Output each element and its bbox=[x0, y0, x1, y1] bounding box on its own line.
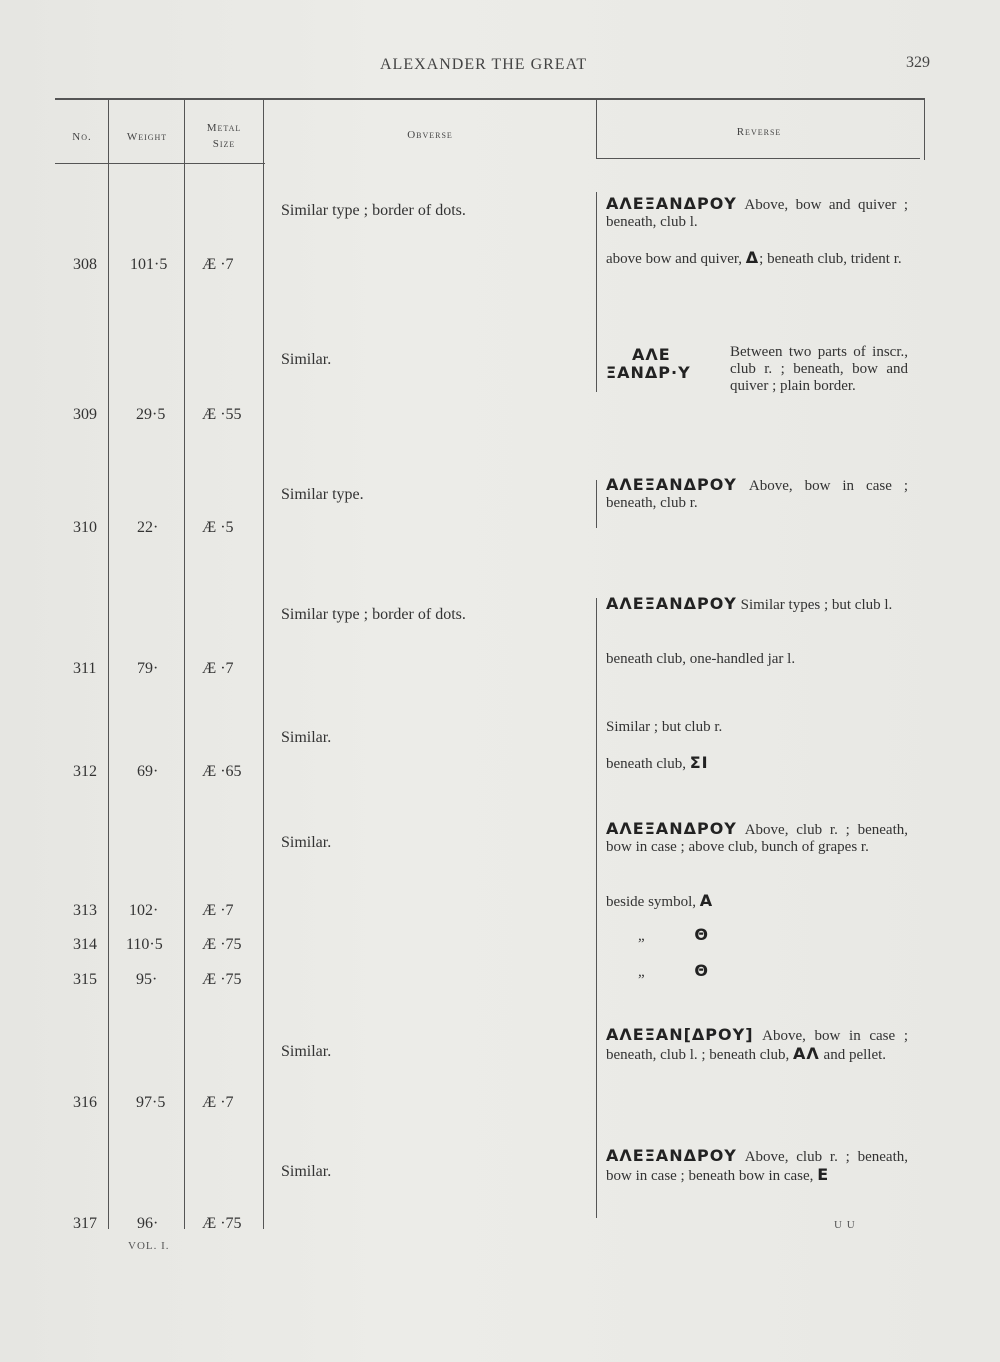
volume-signature: VOL. I. bbox=[128, 1240, 170, 1252]
reverse-description: Similar types ; but club l. bbox=[740, 597, 893, 613]
reverse-text bbox=[606, 962, 908, 981]
weight: 95· bbox=[136, 971, 158, 988]
catalogue-number: 316 bbox=[73, 1094, 97, 1111]
gathering-signature: U U bbox=[834, 1219, 856, 1231]
metal-size: Æ ·75 bbox=[202, 1215, 242, 1232]
reverse-description: Between two parts of insсr., club r. ; beneath, bow and quiver ; plain border. bbox=[730, 344, 908, 394]
metal-size: Æ ·5 bbox=[202, 519, 234, 536]
reverse-text bbox=[606, 892, 908, 911]
obverse-text: Similar type. bbox=[281, 486, 364, 503]
reverse-description: above bow and quiver, bbox=[606, 251, 743, 267]
ditto-mark: „ bbox=[638, 928, 645, 944]
reverse-description: beneath club, bbox=[606, 756, 686, 772]
reverse-text bbox=[606, 719, 908, 736]
column-divider bbox=[596, 192, 597, 392]
reverse-text bbox=[606, 195, 908, 231]
reverse-monogram: ΣΙ bbox=[689, 753, 709, 772]
running-head: ALEXANDER THE GREAT bbox=[380, 56, 588, 73]
weight: 29·5 bbox=[136, 406, 166, 423]
metal-size: Æ ·7 bbox=[202, 902, 234, 919]
catalogue-number: 313 bbox=[73, 902, 97, 919]
catalogue-number: 312 bbox=[73, 763, 97, 780]
col-header-size: Size bbox=[212, 138, 236, 150]
weight: 102· bbox=[129, 902, 159, 919]
reverse-monogram: ΑΛ bbox=[793, 1044, 820, 1063]
reverse-legend: ΑΛΕΞΑΝΔΡΟΥ bbox=[606, 819, 737, 838]
reverse-text bbox=[606, 476, 908, 512]
col-header-metal: Metal bbox=[206, 122, 242, 134]
col-header-weight: Weight bbox=[126, 131, 168, 143]
weight: 22· bbox=[137, 519, 159, 536]
obverse-text: Similar. bbox=[281, 834, 332, 851]
reverse-legend-line2: ΞΑΝΔΡ·Υ bbox=[606, 363, 691, 382]
column-divider bbox=[596, 598, 597, 1218]
reverse-monogram: Θ bbox=[694, 961, 710, 980]
header-bottom-rule bbox=[55, 163, 265, 164]
obverse-text: Similar. bbox=[281, 1163, 332, 1180]
weight: 96· bbox=[137, 1215, 159, 1232]
column-divider bbox=[108, 99, 109, 1229]
weight: 69· bbox=[137, 763, 159, 780]
reverse-text bbox=[606, 651, 908, 668]
reverse-legend: ΑΛΕΞΑΝΔΡΟΥ bbox=[606, 1146, 737, 1165]
column-divider bbox=[596, 99, 597, 159]
column-divider bbox=[596, 480, 597, 528]
catalogue-number: 309 bbox=[73, 406, 97, 423]
catalogue-number: 315 bbox=[73, 971, 97, 988]
metal-size: Æ ·75 bbox=[202, 971, 242, 988]
reverse-monogram: Α bbox=[699, 891, 714, 910]
page-number: 329 bbox=[906, 54, 930, 71]
obverse-text: Similar. bbox=[281, 351, 332, 368]
col-header-no: No. bbox=[72, 131, 92, 143]
reverse-description: beneath club, one-handled jar l. bbox=[606, 651, 796, 667]
reverse-monogram: Ε bbox=[817, 1165, 830, 1184]
obverse-text: Similar. bbox=[281, 729, 332, 746]
metal-size: Æ ·55 bbox=[202, 406, 242, 423]
reverse-monogram: Δ bbox=[745, 248, 760, 267]
reverse-description: Similar ; but club r. bbox=[606, 719, 723, 735]
metal-size: Æ ·65 bbox=[202, 763, 242, 780]
reverse-description-cont: and pellet. bbox=[823, 1047, 887, 1063]
obverse-text: Similar type ; border of dots. bbox=[281, 606, 466, 623]
column-divider bbox=[184, 99, 185, 1229]
table-top-rule bbox=[55, 98, 925, 100]
reverse-description: Above, bow in case ; beneath, club r. bbox=[606, 478, 909, 511]
col-header-reverse: Reverse bbox=[736, 126, 782, 138]
reverse-description: Above, bow in case ; beneath, club l. ; beneath club, bbox=[606, 1028, 908, 1063]
reverse-text bbox=[606, 249, 908, 268]
reverse-legend: ΑΛΕΞΑΝΔΡΟΥ bbox=[606, 475, 737, 494]
reverse-legend: ΑΛΕΞΑΝ[ΔΡΟΥ] bbox=[606, 1025, 754, 1044]
reverse-legend: ΑΛΕ bbox=[632, 345, 671, 364]
obverse-text: Similar. bbox=[281, 1043, 332, 1060]
weight: 110·5 bbox=[126, 936, 163, 953]
reverse-description: beside symbol, bbox=[606, 894, 696, 910]
catalogue-number: 317 bbox=[73, 1215, 97, 1232]
reverse-description: Above, bow and quiver ; beneath, club l. bbox=[606, 197, 909, 230]
metal-size: Æ ·7 bbox=[202, 1094, 234, 1111]
catalogue-number: 311 bbox=[73, 660, 97, 677]
obverse-text: Similar type ; border of dots. bbox=[281, 202, 466, 219]
metal-size: Æ ·75 bbox=[202, 936, 242, 953]
reverse-legend: ΑΛΕΞΑΝΔΡΟΥ bbox=[606, 594, 737, 613]
reverse-description-cont: ; beneath club, trident r. bbox=[759, 251, 902, 267]
reverse-text bbox=[606, 1026, 908, 1064]
weight: 101·5 bbox=[130, 256, 168, 273]
table-right-rule bbox=[924, 98, 925, 160]
weight: 79· bbox=[137, 660, 159, 677]
catalogue-number: 314 bbox=[73, 936, 97, 953]
catalogue-number: 310 bbox=[73, 519, 97, 536]
metal-size: Æ ·7 bbox=[202, 660, 234, 677]
col-header-obverse: Obverse bbox=[407, 129, 453, 141]
reverse-text bbox=[606, 754, 908, 773]
catalogue-number: 308 bbox=[73, 256, 97, 273]
reverse-text bbox=[606, 926, 908, 945]
reverse-description: Above, club r. ; beneath, bow in case ; beneath bow in case, bbox=[606, 1149, 909, 1184]
weight: 97·5 bbox=[136, 1094, 166, 1111]
reverse-legend: ΑΛΕΞΑΝΔΡΟΥ bbox=[606, 194, 737, 213]
header-bottom-rule-right bbox=[596, 158, 920, 159]
reverse-text bbox=[606, 820, 908, 856]
metal-size: Æ ·7 bbox=[202, 256, 234, 273]
reverse-monogram: Θ bbox=[694, 925, 710, 944]
column-divider bbox=[263, 99, 264, 1229]
ditto-mark: „ bbox=[638, 964, 645, 980]
reverse-description: Above, club r. ; beneath, bow in case ; above club, bunch of grapes r. bbox=[606, 822, 909, 855]
reverse-text bbox=[606, 1147, 908, 1185]
reverse-text bbox=[606, 595, 908, 614]
